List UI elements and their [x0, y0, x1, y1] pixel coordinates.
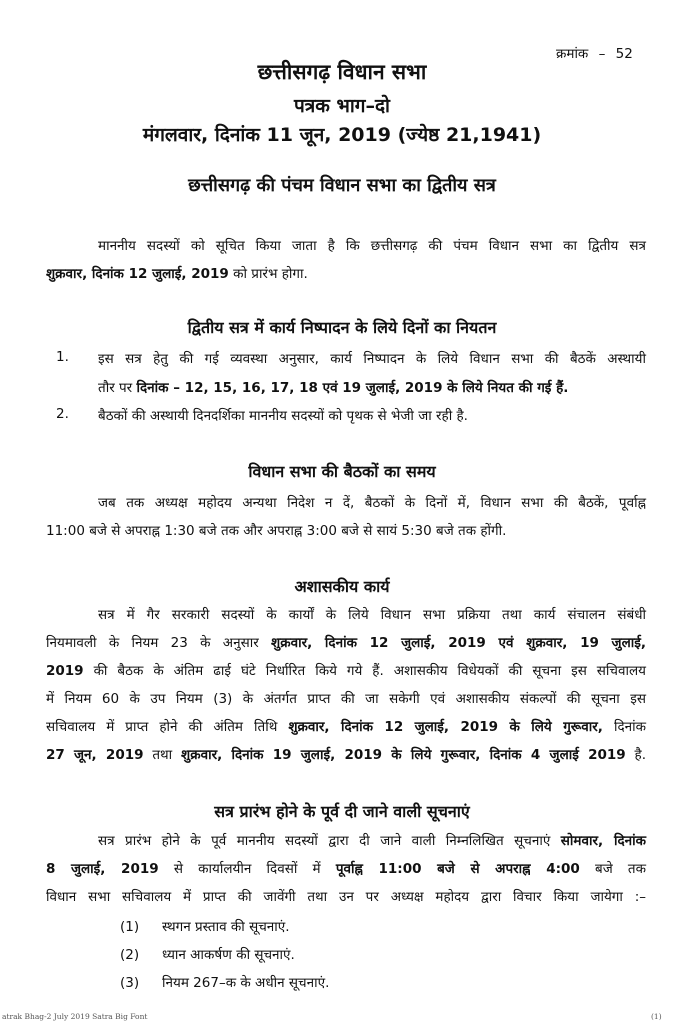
serial-label: क्रमांक: [556, 46, 589, 62]
conjunction: तथा: [143, 747, 182, 763]
notices-section-heading: सत्र प्रारंभ होने के पूर्व दी जाने वाली सूचनाएं: [214, 802, 470, 821]
nonofficial-line-6-end: है.: [625, 747, 646, 763]
list-item-number: 2.: [56, 406, 69, 422]
footer-page-number: (1): [651, 1012, 662, 1021]
list-item-text: नियम 267–क के अधीन सूचनाएं.: [162, 975, 330, 991]
notices-line-2: [46, 859, 646, 877]
nonofficial-dates: शुक्रवार, दिनांक 12 जुलाई, 2019 एवं शुक्रवार, 19 जुलाई,: [271, 635, 646, 651]
list-item: [120, 973, 329, 991]
notices-hours: पूर्वाह्न 11:00 बजे से अपराह्न 4:00: [335, 861, 580, 877]
sitting-dates: दिनांक – 12, 15, 16, 17, 18 एवं 19 जुलाई, 2019 के लिये नियत की गई हैं.: [136, 380, 569, 396]
serial-dash: –: [598, 46, 606, 62]
deadline-1-date: 27 जून, 2019: [46, 747, 144, 763]
page-subtitle: पत्रक भाग–दो: [294, 95, 390, 117]
session-title: छत्तीसगढ़ की पंचम विधान सभा का द्वितीय सत्र: [188, 175, 496, 196]
days-item-1-line-2: [98, 378, 568, 396]
nonofficial-line-1: सत्र में गैर सरकारी सदस्यों के कार्यों के लिये विधान सभा प्रक्रिया तथा कार्य संचालन संबंधी: [98, 607, 646, 623]
date-line: मंगलवार, दिनांक 11 जून, 2019 (ज्येष्ठ 21,1941): [142, 124, 542, 146]
intro-line-2: [46, 264, 646, 282]
nonofficial-line-5-text: सचिवालय में प्राप्त होने की अंतिम तिथि: [46, 719, 289, 735]
nonofficial-line-4: में नियम 60 के उप नियम (3) के अंतर्गत प्राप्त की जा सकेगी एवं अशासकीय संकल्पों की सूचना इस: [46, 691, 646, 707]
nonofficial-year: 2019: [46, 663, 84, 679]
timing-line-2: 11:00 बजे से अपराह्न 1:30 बजे तक और अपराह्न 3:00 बजे से सायं 5:30 बजे तक होंगी.: [46, 523, 507, 539]
notices-start-date: 8 जुलाई, 2019: [46, 861, 159, 877]
list-item-text: ध्यान आकर्षण की सूचनाएं.: [162, 947, 295, 963]
notices-line-1: [98, 831, 646, 849]
intro-line-2-rest: को प्रारंभ होगा.: [228, 266, 308, 282]
timing-section-heading: विधान सभा की बैठकों का समय: [248, 462, 436, 481]
days-item-1-prefix: तौर पर: [98, 380, 137, 396]
deadline-1: शुक्रवार, दिनांक 12 जुलाई, 2019 के लिये गुरूवार,: [288, 719, 603, 735]
deadline-2: शुक्रवार, दिनांक 19 जुलाई, 2019 के लिये गुरूवार, दिनांक 4 जुलाई 2019: [181, 747, 626, 763]
nonofficial-section-heading: अशासकीय कार्य: [294, 577, 390, 596]
list-item-number: (3): [120, 975, 140, 991]
nonofficial-line-2: [46, 633, 646, 651]
footer-file-name: atrak Bhag-2 July 2019 Satra Big Font: [2, 1012, 148, 1021]
timing-line-1: जब तक अध्यक्ष महोदय अन्यथा निदेश न दें, बैठकों के दिनों में, विधान सभा की बैठकें, पूर्वाह्न: [98, 495, 646, 511]
days-item-2: बैठकों की अस्थायी दिनदर्शिका माननीय सदस्यों को पृथक से भेजी जा रही है.: [98, 408, 468, 424]
list-item: [120, 945, 295, 963]
notices-start-day: सोमवार, दिनांक: [560, 833, 646, 849]
session-start-date: शुक्रवार, दिनांक 12 जुलाई, 2019: [46, 266, 229, 282]
list-item: [120, 917, 290, 935]
nonofficial-line-3: [46, 661, 646, 679]
serial-value: 52: [615, 46, 633, 62]
days-item-1-line-1: इस सत्र हेतु की गई व्यवस्था अनुसार, कार्य निष्पादन के लिये विधान सभा की बैठकें अस्थायी: [98, 351, 646, 367]
page-title: छत्तीसगढ़ विधान सभा: [257, 60, 427, 84]
days-section-heading: द्वितीय सत्र में कार्य निष्पादन के लिये दिनों का नियतन: [187, 318, 497, 337]
list-item-number: (2): [120, 947, 140, 963]
nonofficial-line-5-end: दिनांक: [602, 719, 646, 735]
nonofficial-line-5: [46, 717, 646, 735]
intro-line-1: माननीय सदस्यों को सूचित किया जाता है कि छत्तीसगढ़ की पंचम विधान सभा का द्वितीय सत्र: [98, 238, 646, 254]
notices-line-2-text: से कार्यालयीन दिवसों में: [158, 861, 336, 877]
nonofficial-line-6: [46, 745, 646, 763]
list-item-number: (1): [120, 919, 140, 935]
notices-line-1-text: सत्र प्रारंभ होने के पूर्व माननीय सदस्यों द्वारा दी जाने वाली निम्नलिखित सूचनाएं: [98, 833, 561, 849]
notices-line-2-end: बजे तक: [579, 861, 646, 877]
list-item-number: 1.: [56, 349, 69, 365]
notices-line-3: विधान सभा सचिवालय में प्राप्त की जावेंगी तथा उन पर अध्यक्ष महोदय द्वारा विचार किया जायेगा :–: [46, 889, 646, 905]
nonofficial-line-3-text: की बैठक के अंतिम ढाई घंटे निर्धारित किये गये हैं. अशासकीय विधेयकों की सूचना इस सचिवालय: [83, 663, 646, 679]
nonofficial-line-2-text: नियमावली के नियम 23 के अनुसार: [46, 635, 272, 651]
list-item-text: स्थगन प्रस्ताव की सूचनाएं.: [162, 919, 290, 935]
